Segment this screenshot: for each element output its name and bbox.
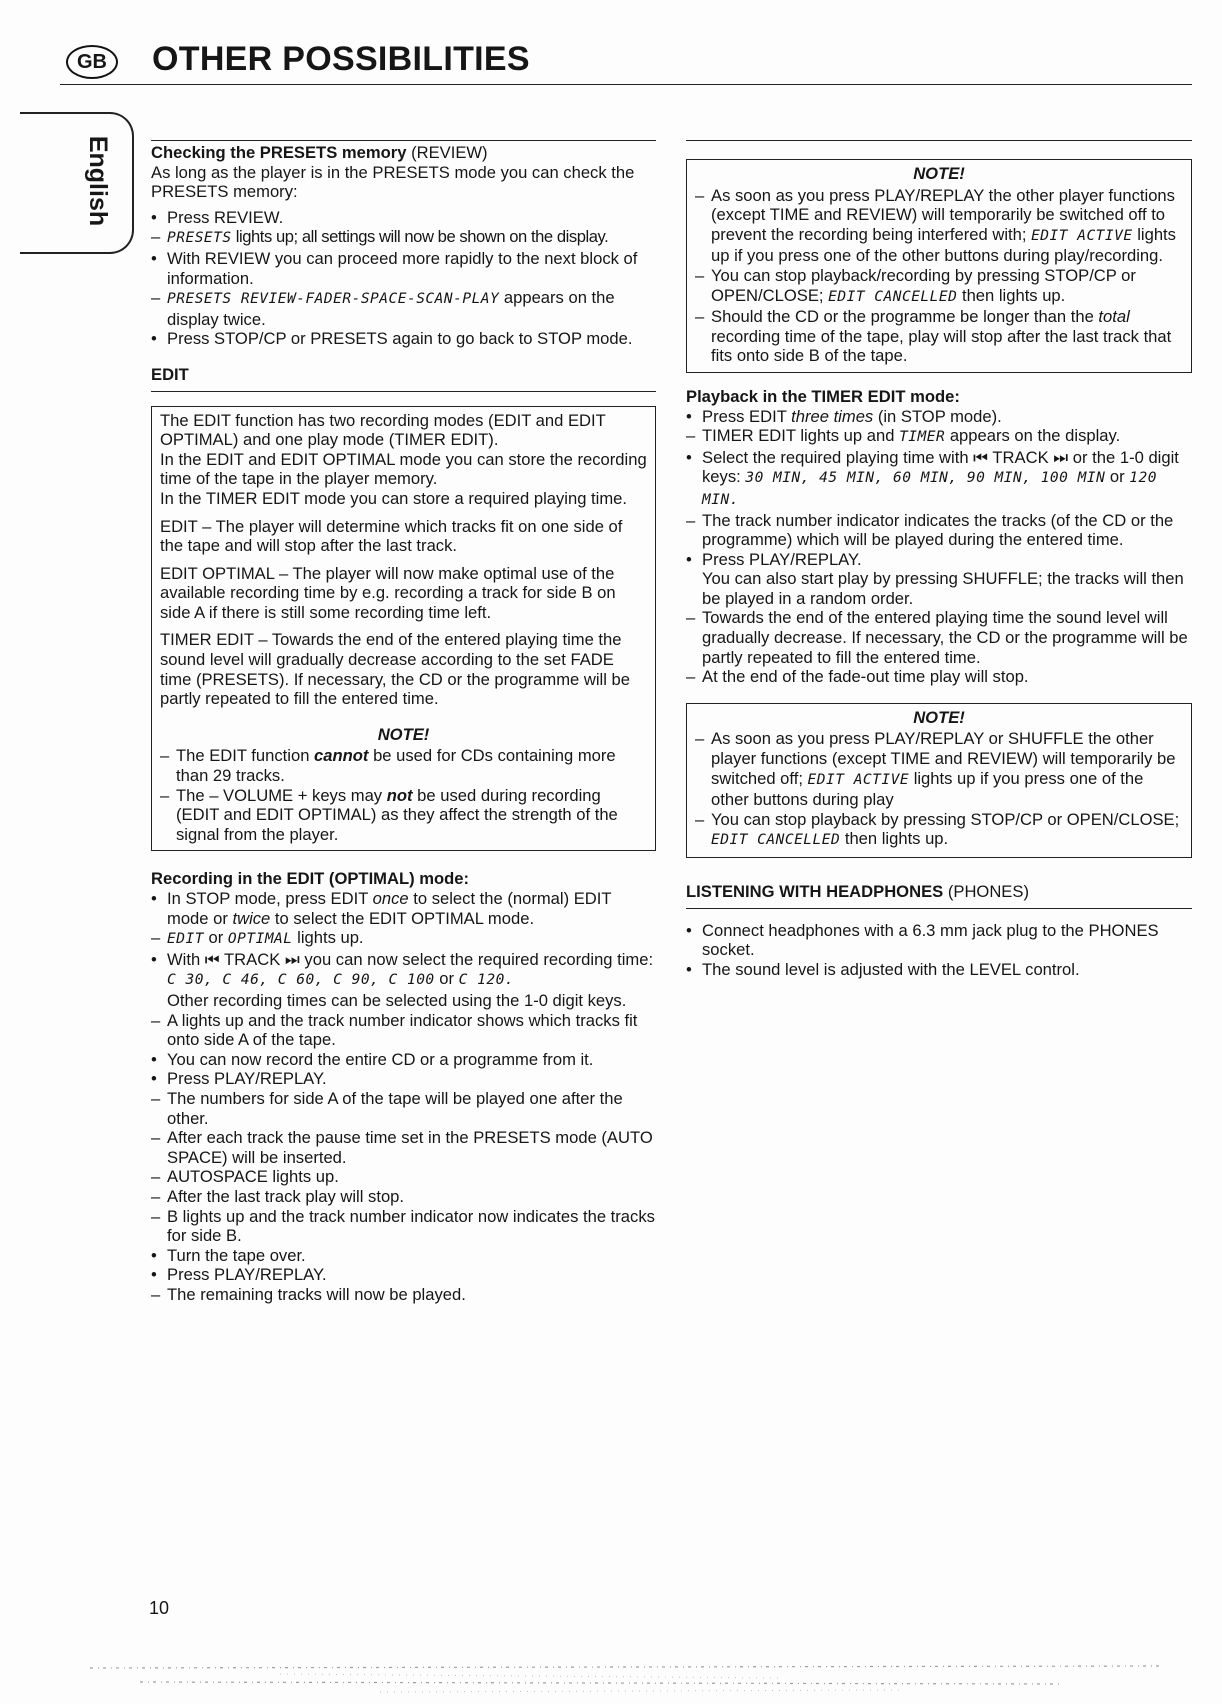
list-item: – EDIT or OPTIMAL lights up. <box>151 928 364 948</box>
note-box-edit <box>686 159 1192 373</box>
list-item: – You can stop playback/recording by pressing STOP/CP or OPEN/CLOSE; EDIT CANCELLED then lights up. <box>695 265 1136 305</box>
list-item: • Select the required playing time with ⏮ TRACK ⏭ or the 1-0 digit keys: 30 MIN, 45 MIN, 60 MIN, 90 MIN, 100 MIN or 120 MIN. <box>686 447 1179 508</box>
list-item: • You can now record the entire CD or a programme from it. <box>151 1049 594 1069</box>
note-title: NOTE! <box>913 707 965 727</box>
section-rule <box>686 908 1192 909</box>
lcd-text: PRESETS REVIEW-FADER-SPACE-SCAN-PLAY <box>167 291 500 308</box>
note-box-timer <box>686 703 1192 858</box>
left-column <box>151 140 656 1304</box>
review-heading: Checking the PRESETS memory (REVIEW) <box>151 143 488 162</box>
header-rule <box>60 84 1192 85</box>
list-item: – The EDIT function cannot be used for CDs containing more than 29 tracks. <box>160 746 616 786</box>
note-title: NOTE! <box>913 164 965 183</box>
edit-heading: EDIT <box>151 364 189 384</box>
list-item: • Press REVIEW. <box>151 207 284 227</box>
list-item: – AUTOSPACE lights up. <box>151 1167 339 1187</box>
list-item: • Connect headphones with a 6.3 mm jack plug to the PHONES socket. <box>686 920 1159 960</box>
timer-heading: Playback in the TIMER EDIT mode: <box>686 386 960 406</box>
page-title: OTHER POSSIBILITIES <box>152 40 530 78</box>
list-item: – The track number indicator indicates the tracks (of the CD or the programme) which will be played during the entered time. <box>686 510 1174 550</box>
list-item: – You can stop playback by pressing STOP/CP or OPEN/CLOSE; EDIT CANCELLED then lights up. <box>695 809 1180 849</box>
list-item: • Press EDIT three times (in STOP mode). <box>686 406 1002 426</box>
list-item: • Press STOP/CP or PRESETS again to go back to STOP mode. <box>151 329 633 349</box>
lcd-text: EDIT CANCELLED <box>711 832 841 849</box>
right-column <box>686 140 1192 979</box>
lcd-text: EDIT ACTIVE <box>1031 227 1133 244</box>
list-item: – The – VOLUME + keys may not be used during recording (EDIT and EDIT OPTIMAL) as they affect the strength of the signal from the player. <box>160 785 618 844</box>
language-tab-label: English <box>84 135 112 227</box>
paragraph: EDIT – The player will determine which tracks fit on one side of the tape and will stop after the last track. <box>160 516 623 556</box>
list-item: – The numbers for side A of the tape will be played one after the other. <box>151 1088 623 1128</box>
lcd-text: 30 MIN, 45 MIN, 60 MIN, 90 MIN, 100 MIN <box>745 470 1106 487</box>
list-item: – As soon as you press PLAY/REPLAY the other player functions (except TIME and REVIEW) will temporarily be switched off to prevent the recording being interfered with; EDIT ACTIVE lights up if you press one of the other buttons during play/recording. <box>695 185 1176 266</box>
list-item: • In STOP mode, press EDIT once to select the (normal) EDIT mode or twice to select the EDIT OPTIMAL mode. <box>151 889 612 928</box>
paragraph: TIMER EDIT – Towards the end of the entered playing time the sound level will gradually decrease according to the set FADE time (PRESETS). If necessary, the CD or the programme will be partly repeated to fill the entered time. <box>160 630 630 709</box>
list-item: – PRESETS lights up; all settings will now be shown on the display. <box>151 227 609 247</box>
list-item: – At the end of the fade-out time play will stop. <box>686 667 1029 687</box>
lcd-text: TIMER <box>899 429 946 446</box>
list-item: • Turn the tape over. <box>151 1245 306 1265</box>
language-tab <box>20 112 134 254</box>
list-item: – The remaining tracks will now be played. <box>151 1284 466 1304</box>
scan-noise <box>80 1660 1180 1700</box>
list-item: – As soon as you press PLAY/REPLAY or SHUFFLE the other player functions (except TIME and REVIEW) will temporarily be switched off; EDIT ACTIVE lights up if you press one of the other buttons during play <box>695 729 1176 810</box>
list-item: – A lights up and the track number indicator shows which tracks fit onto side A of the tape. <box>151 1010 638 1050</box>
list-item: – After each track the pause time set in the PRESETS mode (AUTO SPACE) will be inserted. <box>151 1128 653 1167</box>
paragraph: EDIT OPTIMAL – The player will now make optimal use of the available recording time by e.g. recording a track for side B on side A if there is still some recording time left. <box>160 563 616 622</box>
list-item: – PRESETS REVIEW-FADER-SPACE-SCAN-PLAY appears on the display twice. <box>151 288 615 329</box>
list-item: • Press PLAY/REPLAY. <box>151 1069 327 1089</box>
section-rule <box>686 140 1192 141</box>
section-rule <box>151 391 656 392</box>
lcd-text: C 120. <box>458 972 515 989</box>
section-rule <box>151 140 656 141</box>
list-item: – B lights up and the track number indicator now indicates the tracks for side B. <box>151 1206 655 1246</box>
list-item: • Press PLAY/REPLAY. You can also start play by pressing SHUFFLE; the tracks will then be played in a random order. <box>686 549 1184 608</box>
note-title: NOTE! <box>377 724 430 744</box>
lcd-text: 120 MIN. <box>702 470 1157 508</box>
lcd-text: C 30, C 46, C 60, C 90, C 100 <box>167 972 435 989</box>
phones-heading: LISTENING WITH HEADPHONES (PHONES) <box>686 882 1029 901</box>
review-intro: As long as the player is in the PRESETS mode you can check the PRESETS memory: <box>151 162 635 202</box>
paragraph: The EDIT function has two recording modes (EDIT and EDIT OPTIMAL) and one play mode (TIMER EDIT). In the EDIT and EDIT OPTIMAL mode you can store the recording time of the tape in the player memory. In the TIMER EDIT mode you can store a required playing time. <box>160 410 647 508</box>
list-item: • With ⏮ TRACK ⏭ you can now select the required recording time: C 30, C 46, C 60, C 90, C 100 or C 120. Other recording times can be selected using the 1-0 digit keys. <box>151 949 654 1010</box>
list-item: • With REVIEW you can proceed more rapidly to the next block of information. <box>151 248 638 288</box>
lcd-text: EDIT CANCELLED <box>828 288 958 305</box>
recording-heading: Recording in the EDIT (OPTIMAL) mode: <box>151 869 470 889</box>
list-item: – Should the CD or the programme be longer than the total recording time of the tape, play will stop after the last track that fits onto side B of the tape. <box>695 307 1172 366</box>
list-item: – TIMER EDIT lights up and TIMER appears on the display. <box>686 426 1121 446</box>
list-item: – Towards the end of the entered playing time the sound level will gradually decrease. If necessary, the CD or the programme will be partly repeated to fill the entered time. <box>686 608 1188 667</box>
list-item: – After the last track play will stop. <box>151 1186 405 1206</box>
lcd-text: OPTIMAL <box>227 931 293 948</box>
page-number: 10 <box>149 1598 170 1618</box>
gb-badge: GB <box>66 45 118 79</box>
lcd-text: EDIT <box>167 931 204 948</box>
lcd-text: PRESETS <box>167 230 232 247</box>
edit-info-box <box>151 406 656 852</box>
lcd-text: EDIT ACTIVE <box>807 771 910 788</box>
list-item: • The sound level is adjusted with the LEVEL control. <box>686 959 1080 979</box>
list-item: • Press PLAY/REPLAY. <box>151 1265 327 1285</box>
